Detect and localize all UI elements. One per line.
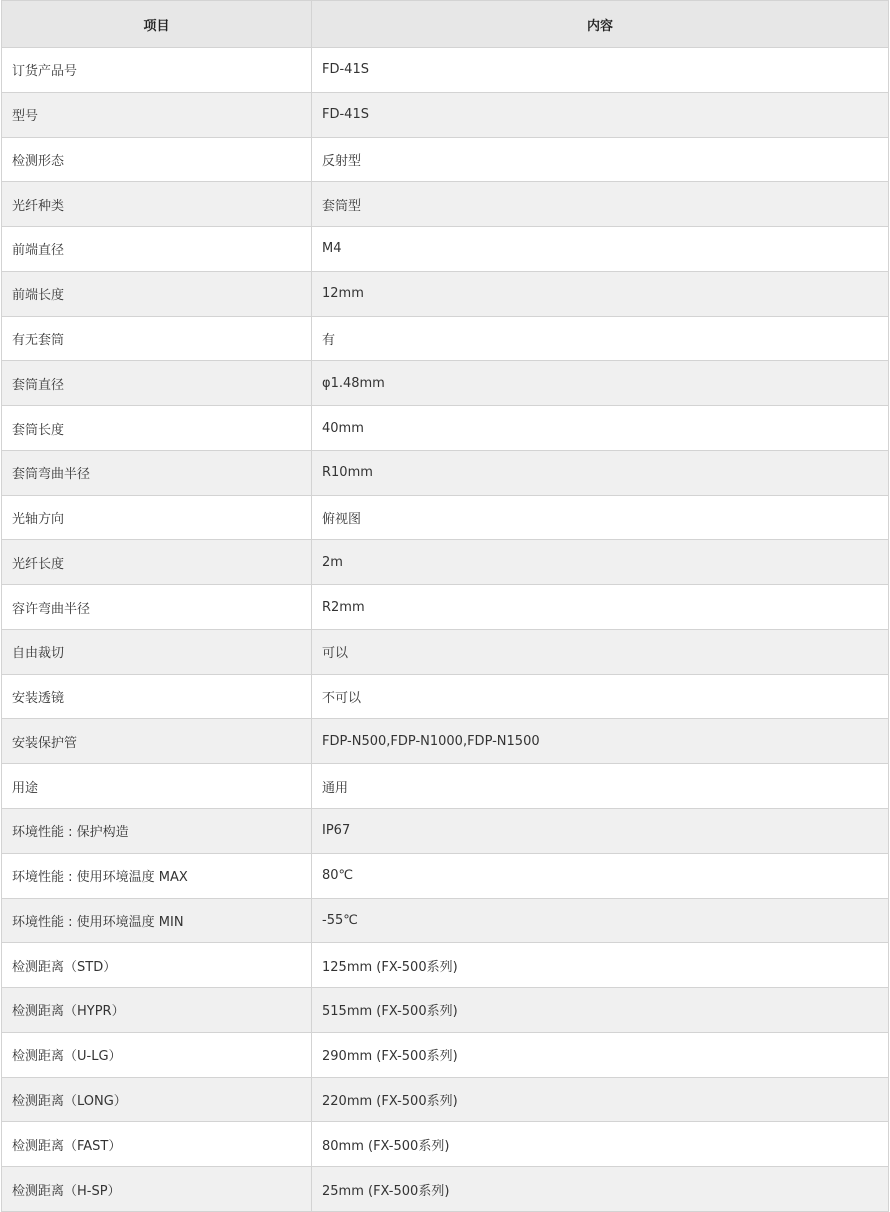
row-item-label: 安装保护管 <box>2 719 312 764</box>
row-item-label: 光纤种类 <box>2 182 312 227</box>
row-item-value: R2mm <box>312 585 889 630</box>
table-row <box>2 271 889 316</box>
table-row <box>2 540 889 585</box>
row-item-label: 安装透镜 <box>2 674 312 719</box>
row-item-label: 检测距离（H-SP） <box>2 1167 312 1212</box>
row-item-value: 12mm <box>312 271 889 316</box>
table-row <box>2 719 889 764</box>
row-item-value: IP67 <box>312 809 889 854</box>
row-item-value: 有 <box>312 316 889 361</box>
row-item-label: 环境性能 : 使用环境温度 MAX <box>2 853 312 898</box>
row-item-label: 检测距离（U-LG） <box>2 1032 312 1077</box>
row-item-value: R10mm <box>312 450 889 495</box>
row-item-label: 用途 <box>2 764 312 809</box>
table-row <box>2 227 889 272</box>
table-row <box>2 1077 889 1122</box>
row-item-value: 80mm (FX-500系列) <box>312 1122 889 1167</box>
table-row <box>2 853 889 898</box>
row-item-value: 反射型 <box>312 137 889 182</box>
table-row <box>2 48 889 93</box>
table-row <box>2 1032 889 1077</box>
table-row <box>2 1122 889 1167</box>
row-item-value: 套筒型 <box>312 182 889 227</box>
row-item-label: 套筒直径 <box>2 361 312 406</box>
spec-table-header <box>2 1 889 48</box>
table-row <box>2 316 889 361</box>
row-item-label: 光轴方向 <box>2 495 312 540</box>
row-item-value: 2m <box>312 540 889 585</box>
row-item-value: 俯视图 <box>312 495 889 540</box>
row-item-value: 25mm (FX-500系列) <box>312 1167 889 1212</box>
table-row <box>2 629 889 674</box>
row-item-label: 检测形态 <box>2 137 312 182</box>
row-item-value: 80℃ <box>312 853 889 898</box>
row-item-label: 容许弯曲半径 <box>2 585 312 630</box>
row-item-label: 前端直径 <box>2 227 312 272</box>
row-item-value: FD-41S <box>312 48 889 93</box>
row-item-label: 型号 <box>2 92 312 137</box>
row-item-value: 515mm (FX-500系列) <box>312 988 889 1033</box>
table-row <box>2 1167 889 1212</box>
spec-table <box>1 0 889 1212</box>
table-row <box>2 361 889 406</box>
row-item-label: 套筒长度 <box>2 406 312 451</box>
row-item-value: 220mm (FX-500系列) <box>312 1077 889 1122</box>
row-item-label: 检测距离（LONG） <box>2 1077 312 1122</box>
row-item-value: 不可以 <box>312 674 889 719</box>
spec-table-body <box>2 48 889 1212</box>
row-item-label: 自由裁切 <box>2 629 312 674</box>
row-item-value: FD-41S <box>312 92 889 137</box>
row-item-label: 有无套筒 <box>2 316 312 361</box>
row-item-label: 前端长度 <box>2 271 312 316</box>
row-item-value: 通用 <box>312 764 889 809</box>
table-row <box>2 495 889 540</box>
table-row <box>2 898 889 943</box>
table-row <box>2 988 889 1033</box>
row-item-label: 套筒弯曲半径 <box>2 450 312 495</box>
row-item-value: 40mm <box>312 406 889 451</box>
row-item-value: 125mm (FX-500系列) <box>312 943 889 988</box>
row-item-label: 检测距离（FAST） <box>2 1122 312 1167</box>
header-item: 项目 <box>2 1 312 48</box>
header-content: 内容 <box>312 1 889 48</box>
table-row <box>2 406 889 451</box>
row-item-value: 可以 <box>312 629 889 674</box>
table-row <box>2 92 889 137</box>
table-row <box>2 764 889 809</box>
table-row <box>2 943 889 988</box>
row-item-value: M4 <box>312 227 889 272</box>
row-item-label: 光纤长度 <box>2 540 312 585</box>
row-item-value: -55℃ <box>312 898 889 943</box>
table-row <box>2 674 889 719</box>
table-row <box>2 585 889 630</box>
table-row <box>2 137 889 182</box>
row-item-label: 环境性能 : 保护构造 <box>2 809 312 854</box>
table-row <box>2 809 889 854</box>
row-item-value: FDP-N500,FDP-N1000,FDP-N1500 <box>312 719 889 764</box>
row-item-value: 290mm (FX-500系列) <box>312 1032 889 1077</box>
row-item-label: 环境性能 : 使用环境温度 MIN <box>2 898 312 943</box>
table-row <box>2 182 889 227</box>
header-row <box>2 1 889 48</box>
table-row <box>2 450 889 495</box>
row-item-label: 订货产品号 <box>2 48 312 93</box>
row-item-label: 检测距离（HYPR） <box>2 988 312 1033</box>
row-item-label: 检测距离（STD） <box>2 943 312 988</box>
row-item-value: φ1.48mm <box>312 361 889 406</box>
